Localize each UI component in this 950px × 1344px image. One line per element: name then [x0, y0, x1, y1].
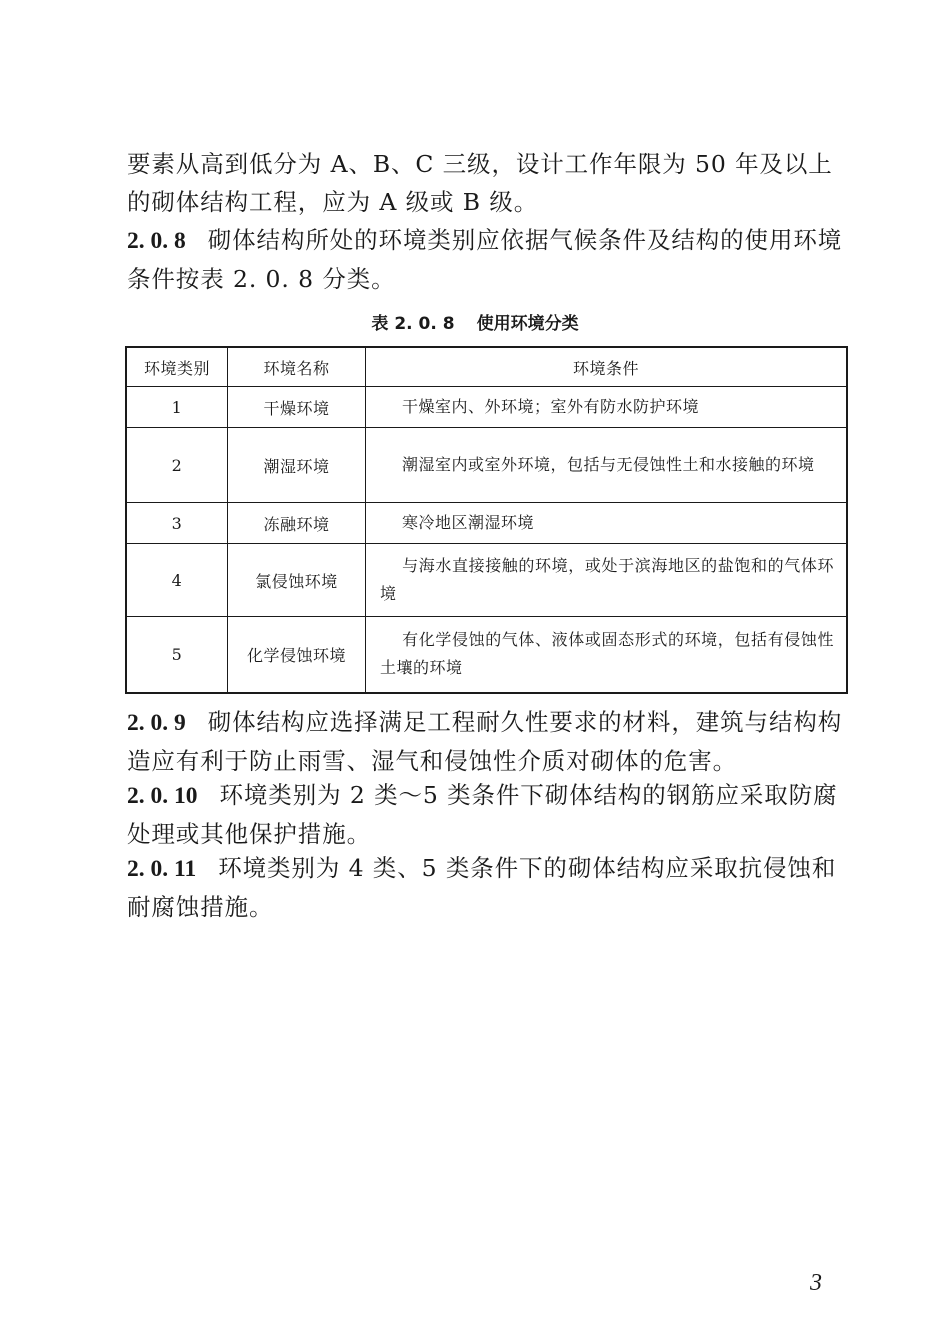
cell-category: 5: [126, 617, 228, 693]
cell-name: 氯侵蚀环境: [228, 544, 366, 617]
cell-category: 4: [126, 544, 228, 617]
clause-2-0-10: [127, 776, 845, 853]
table-row: [126, 503, 847, 544]
table-caption-title: 使用环境分类: [476, 314, 579, 334]
cell-condition: [366, 617, 848, 693]
table-header-row: [126, 347, 847, 387]
header-category: 环境类别: [126, 347, 228, 387]
clause-number: 2. 0. 8: [127, 228, 186, 254]
table-caption: [0, 312, 950, 336]
page-number: 3: [810, 1270, 822, 1296]
cell-condition-text: 干燥室内、外环境；室外有防水防护环境: [402, 397, 700, 416]
cell-category: 1: [126, 387, 228, 428]
clause-text: 环境类别为 2 类～5 类条件下砌体结构的钢筋应采取防腐处理或其他保护措施。: [127, 781, 838, 848]
cell-condition-text: 寒冷地区潮湿环境: [402, 513, 535, 532]
cell-category: 3: [126, 503, 228, 544]
environment-classification-table: [125, 346, 848, 694]
clause-text: 砌体结构所处的环境类别应依据气候条件及结构的使用环境条件按表 2. 0. 8 分类。: [127, 226, 843, 293]
paragraph-continuation: [127, 145, 845, 221]
cell-condition-text: 与海水直接接触的环境，或处于滨海地区的盐饱和的气体环境: [380, 556, 834, 603]
table-row: [126, 387, 847, 428]
header-condition: 环境条件: [366, 347, 848, 387]
cell-condition: [366, 544, 848, 617]
cell-name: 冻融环境: [228, 503, 366, 544]
clause-number: 2. 0. 11: [127, 856, 197, 882]
cell-condition: [366, 387, 848, 428]
clause-2-0-9: [127, 703, 845, 780]
cell-condition-text: 有化学侵蚀的气体、液体或固态形式的环境，包括有侵蚀性土壤的环境: [380, 630, 834, 678]
paragraph-text: 要素从高到低分为 A、B、C 三级，设计工作年限为 50 年及以上的砌体结构工程，应为 A 级或 B 级。: [127, 150, 833, 216]
table-row: [126, 617, 847, 693]
clause-text: 环境类别为 4 类、5 类条件下的砌体结构应采取抗侵蚀和耐腐蚀措施。: [127, 854, 837, 921]
clause-number: 2. 0. 9: [127, 710, 186, 736]
clause-2-0-11: [127, 849, 845, 926]
cell-name: 化学侵蚀环境: [228, 617, 366, 693]
cell-category: 2: [126, 428, 228, 503]
cell-name: 潮湿环境: [228, 428, 366, 503]
cell-condition: [366, 428, 848, 503]
table-caption-number: 表 2. 0. 8: [371, 314, 455, 334]
cell-condition: [366, 503, 848, 544]
cell-condition-text: 潮湿室内或室外环境，包括与无侵蚀性土和水接触的环境: [402, 455, 815, 474]
clause-2-0-8: [127, 221, 845, 298]
table-row: [126, 544, 847, 617]
cell-name: 干燥环境: [228, 387, 366, 428]
clause-number: 2. 0. 10: [127, 783, 198, 809]
header-name: 环境名称: [228, 347, 366, 387]
table-row: [126, 428, 847, 503]
clause-text: 砌体结构应选择满足工程耐久性要求的材料，建筑与结构构造应有利于防止雨雪、湿气和侵蚀性介质对砌体的危害。: [127, 708, 843, 775]
